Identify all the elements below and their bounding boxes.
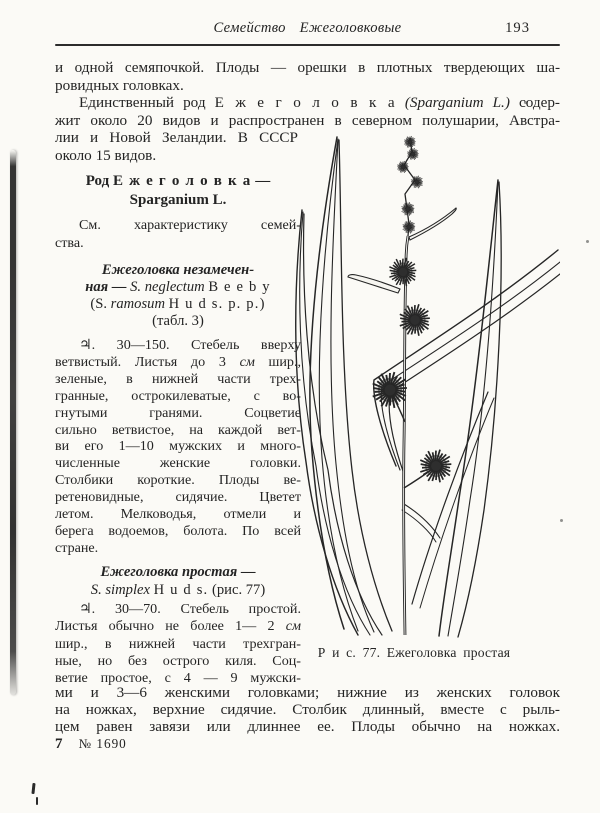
text-line: (S. ramosum H u d s. p. p.) xyxy=(90,296,266,312)
text-line: См. характеристику семей- xyxy=(79,217,301,233)
text-line: Sparganium L. xyxy=(129,191,227,208)
species-neglectum-heading xyxy=(55,262,301,330)
page-footer xyxy=(55,736,127,753)
page-number: 193 xyxy=(505,20,530,36)
text-line: Род Е ж е г о л о в к а — xyxy=(85,173,271,189)
print-order-number: № 1690 xyxy=(78,736,127,751)
scan-artifact xyxy=(31,783,35,794)
female-flower-heads xyxy=(373,258,452,482)
figure-77-plant-illustration xyxy=(292,132,560,640)
bottom-paragraph xyxy=(55,684,560,735)
text-line: гранные, острокилеватые, с во- xyxy=(55,387,301,404)
text-line: ми и 3—6 женскими головками; нижние из женских головок xyxy=(55,684,560,701)
page-gutter-shadow xyxy=(10,150,16,695)
text-line: летом. Мелководья, отмели и xyxy=(55,506,301,523)
text-line: (табл. 3) xyxy=(152,313,204,329)
text-line: ви его 1—10 мужских и много- xyxy=(55,438,301,455)
species-neglectum-description xyxy=(55,337,301,557)
text-line: численные женские головки. xyxy=(55,455,301,472)
chapter-title: Семейство Ежеголовковые xyxy=(213,20,402,36)
text-line: зеленые, в нижней части трех- xyxy=(55,370,301,387)
text-line: и одной семяпочкой. Плоды — орешки в плотных твердеющих ша- xyxy=(55,59,560,76)
text-line: ♃. 30—150. Стебель вверху xyxy=(79,337,301,353)
text-line: Столбики короткие. Плоды ве- xyxy=(55,472,301,489)
text-line: около 15 видов. xyxy=(55,146,157,164)
running-head xyxy=(55,20,560,40)
text-line: шир., в нижней части трехгран- xyxy=(55,635,301,652)
see-family-paragraph xyxy=(55,217,301,252)
text-line: ветие простое, с 4 — 9 мужски- xyxy=(55,670,301,687)
text-line: ровидных головках. xyxy=(55,76,184,94)
text-line: сильно ветвистое, на каждой вет- xyxy=(55,421,301,438)
text-line: ♃. 30—70. Стебель простой. xyxy=(79,600,301,617)
text-line: S. simplex H u d s. (рис. 77) xyxy=(90,581,266,598)
scan-artifact xyxy=(560,519,563,522)
text-line: ные, но без острого киля. Соц- xyxy=(55,653,301,669)
scan-artifact xyxy=(36,797,38,805)
species-simplex-heading xyxy=(55,563,301,599)
figure-caption: Р и с. 77. Ежеголовка простая xyxy=(317,645,511,660)
plant-leaves xyxy=(296,137,560,637)
text-line: ретеновидные, сидячие. Цветет xyxy=(55,489,301,506)
text-line: цем равен завязи или длиннее ее. Плоды обычно на ножках. xyxy=(55,718,560,735)
text-line: Ежеголовка незамечен- xyxy=(101,262,255,278)
text-line: гнутыми гранями. Соцветие xyxy=(55,404,301,421)
text-line: ветвистый. Листья до 3 см шир., xyxy=(55,353,302,370)
signature-number: 7 xyxy=(55,736,63,752)
text-line: на ножках, верхние сидячие. Столбик длинный, вместе с рыль- xyxy=(55,701,560,718)
scan-artifact xyxy=(586,240,589,243)
left-text-column xyxy=(55,172,301,688)
text-line: стране. xyxy=(55,539,99,556)
text-line: Единственный род Е ж е г о л о в к а (Sparganium L.) содер- xyxy=(79,94,560,112)
text-line: ства. xyxy=(55,234,84,251)
text-line: ная — S. neglectum B e e b y xyxy=(85,279,271,295)
text-line: берега водоемов, болота. По всей xyxy=(55,522,301,539)
species-simplex-description xyxy=(55,601,301,688)
male-flower-heads xyxy=(397,136,423,234)
genus-heading xyxy=(55,172,301,209)
text-line: лии и Новой Зеландии. В СССР xyxy=(55,129,298,147)
text-line: жит около 20 видов и распространен в северном полушарии, Австра- xyxy=(55,111,560,129)
text-line: Ежеголовка простая — xyxy=(100,563,256,580)
text-line: Листья обычно не более 1— 2 см xyxy=(55,618,301,635)
header-rule xyxy=(55,44,560,46)
